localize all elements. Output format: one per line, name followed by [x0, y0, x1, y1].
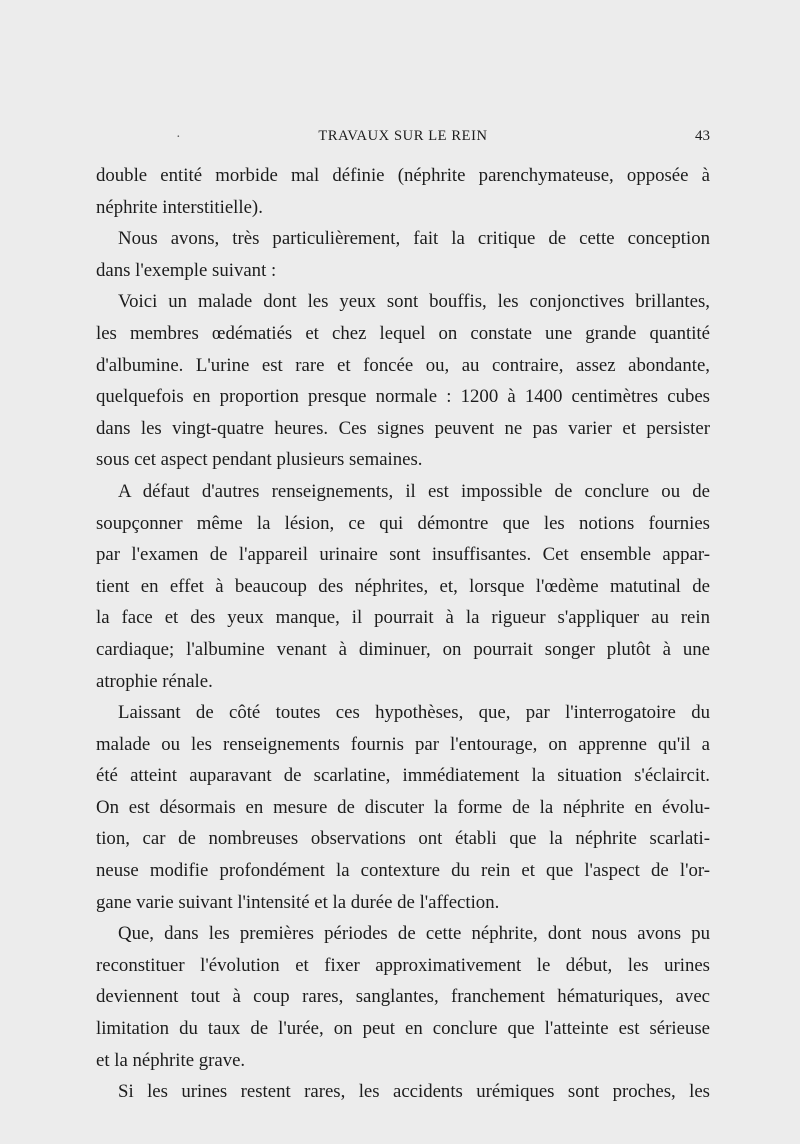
text-line: tient en effet à beaucoup des néphrites, et, lorsque l'œdème matutinal de	[96, 575, 710, 597]
text-line: soupçonner même la lésion, ce qui démontre que les notions fournies	[96, 512, 710, 534]
text-line: neuse modifie profondément la contexture du rein et que l'aspect de l'or-	[96, 860, 710, 882]
text-line: Nous avons, très particulièrement, fait la critique de cette conception	[118, 228, 710, 250]
text-line: atrophie rénale.	[96, 670, 213, 692]
text-line: été atteint auparavant de scarlatine, immédiatement la situation s'éclaircit.	[96, 765, 710, 787]
text-line: d'albumine. L'urine est rare et foncée ou, au contraire, assez abondante,	[96, 354, 710, 376]
text-line: Laissant de côté toutes ces hypothèses, que, par l'interrogatoire du	[118, 702, 710, 724]
text-line: Si les urines restent rares, les accidents urémiques sont proches, les	[118, 1081, 710, 1103]
body-text	[96, 160, 710, 1108]
running-title: TRAVAUX SUR LE REIN	[318, 128, 488, 144]
text-line: dans l'exemple suivant :	[96, 259, 277, 281]
text-line: Que, dans les premières périodes de cette néphrite, dont nous avons pu	[118, 923, 710, 945]
text-line: On est désormais en mesure de discuter la forme de la néphrite en évolu-	[96, 796, 710, 818]
text-line: double entité morbide mal définie (néphrite parenchymateuse, opposée à	[96, 165, 710, 186]
text-line: Voici un malade dont les yeux sont bouffis, les conjonctives brillantes,	[118, 291, 710, 313]
text-line: quelquefois en proportion presque normale : 1200 à 1400 centimètres cubes	[96, 386, 710, 408]
header-mark: ·	[176, 130, 181, 145]
text-line: gane varie suivant l'intensité et la durée de l'affection.	[96, 891, 500, 913]
text-line: A défaut d'autres renseignements, il est impossible de conclure ou de	[118, 480, 710, 502]
text-line: reconstituer l'évolution et fixer approximativement le début, les urines	[96, 954, 710, 976]
text-line: deviennent tout à coup rares, sanglantes, franchement hématuriques, avec	[96, 986, 710, 1008]
page-number: 43	[695, 128, 710, 144]
running-head	[96, 128, 710, 152]
text-line: et la néphrite grave.	[96, 1049, 246, 1071]
text-line: cardiaque; l'albumine venant à diminuer, on pourrait songer plutôt à une	[96, 638, 710, 660]
text-line: limitation du taux de l'urée, on peut en conclure que l'atteinte est sérieuse	[96, 1018, 710, 1040]
text-line: néphrite interstitielle).	[96, 196, 263, 218]
text-line: tion, car de nombreuses observations ont établi que la néphrite scarlati-	[96, 828, 710, 850]
text-line: les membres œdématiés et chez lequel on constate une grande quantité	[96, 322, 710, 344]
text-line: sous cet aspect pendant plusieurs semaines.	[96, 449, 423, 471]
text-line: la face et des yeux manque, il pourrait à la rigueur s'appliquer au rein	[96, 607, 710, 629]
text-line: dans les vingt-quatre heures. Ces signes peuvent ne pas varier et persister	[96, 417, 710, 439]
text-line: par l'examen de l'appareil urinaire sont insuffisantes. Cet ensemble appar-	[96, 544, 710, 566]
text-line: malade ou les renseignements fournis par l'entourage, on apprenne qu'il a	[96, 733, 710, 755]
